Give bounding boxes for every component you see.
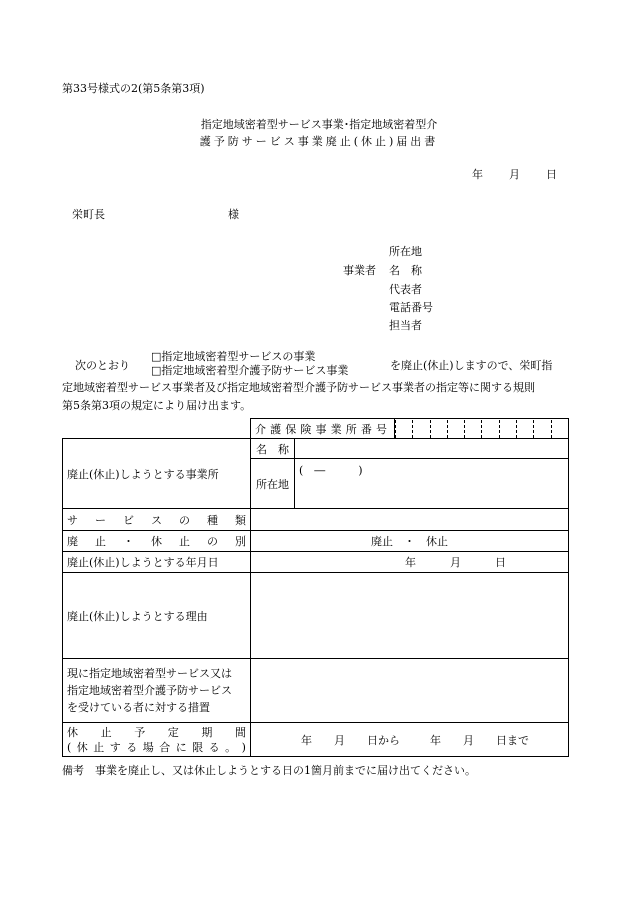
- measures-label-line: 指定地域密着型介護予防サービス: [67, 684, 232, 697]
- applicant-field-name: 名 称: [389, 264, 422, 277]
- addressee-honorific: 様: [228, 208, 239, 221]
- form-number: 第33号様式の2(第5条第3項): [62, 82, 205, 95]
- applicant-field-address: 所在地: [389, 245, 422, 258]
- reason-label: 廃止(休止)しようとする理由: [63, 573, 251, 659]
- date-day: 日: [546, 168, 557, 181]
- title-line-2: 護予防サービス事業廃止(休止)届出書: [199, 135, 439, 148]
- suspension-period-input[interactable]: 年 月 日から 年 月 日まで: [251, 723, 569, 757]
- statement-prefix: 次のとおり: [75, 359, 130, 372]
- applicant-label: 事業者: [343, 264, 376, 277]
- office-name-input[interactable]: [295, 439, 569, 459]
- statement-options: [151, 350, 348, 378]
- service-type-label: サ ー ビ ス の 種 類: [63, 509, 251, 531]
- option-preventive-service[interactable]: □指定地域密着型介護予防サービス事業: [151, 364, 349, 377]
- date-month: 月: [509, 168, 520, 181]
- service-type-input[interactable]: [251, 509, 569, 531]
- note: 備考 事業を廃止し、又は休止しようとする日の1箇月前までに届け出てください。: [62, 764, 476, 777]
- period-label-line: 休 止 予 定 期 間: [67, 725, 246, 739]
- abolition-date-label: 廃止(休止)しようとする年月日: [63, 552, 251, 573]
- option-community-service[interactable]: □指定地域密着型サービスの事業: [151, 350, 316, 363]
- applicant-field-representative: 代表者: [389, 283, 422, 296]
- period-label-line: ( 休 止 す る 場 合 に 限 る 。 ): [67, 740, 246, 754]
- applicant-field-contact: 担当者: [389, 319, 422, 332]
- abolition-date-input[interactable]: 年 月 日: [251, 552, 569, 573]
- date-year: 年: [472, 168, 483, 181]
- date-line: [472, 166, 557, 182]
- reason-input[interactable]: [251, 573, 569, 659]
- office-address-input[interactable]: ( ― ): [295, 459, 569, 509]
- measures-input[interactable]: [251, 659, 569, 723]
- title-line-1: 指定地域密着型サービス事業･指定地域密着型介: [200, 118, 438, 131]
- measures-label-line: 現に指定地域密着型サービス又は: [67, 667, 232, 680]
- abolition-type-value[interactable]: 廃止 ・ 休止: [251, 531, 569, 552]
- office-number-input[interactable]: [395, 419, 569, 439]
- office-name-label: 名 称: [251, 439, 295, 459]
- suspension-period-label: [63, 723, 251, 757]
- statement-suffix: を廃止(休止)しますので、栄町指: [390, 359, 553, 372]
- measures-label: [63, 659, 251, 723]
- office-number-label: 介 護 保 険 事 業 所 番 号: [251, 419, 395, 439]
- addressee-name: 栄町長: [72, 208, 105, 221]
- office-address-label: 所在地: [251, 459, 295, 509]
- applicant-field-phone: 電話番号: [389, 301, 433, 314]
- measures-label-line: を受けている者に対する措置: [67, 701, 210, 714]
- notification-table: [62, 418, 569, 757]
- office-label: 廃止(休止)しようとする事業所: [63, 439, 251, 509]
- abolition-type-label: 廃 止 ・ 休 止 の 別: [63, 531, 251, 552]
- statement-line-2: 定地域密着型サービス事業者及び指定地域密着型介護予防サービス事業者の指定等に関する規則: [62, 381, 535, 394]
- statement-line-3: 第5条第3項の規定により届け出ます。: [62, 399, 252, 412]
